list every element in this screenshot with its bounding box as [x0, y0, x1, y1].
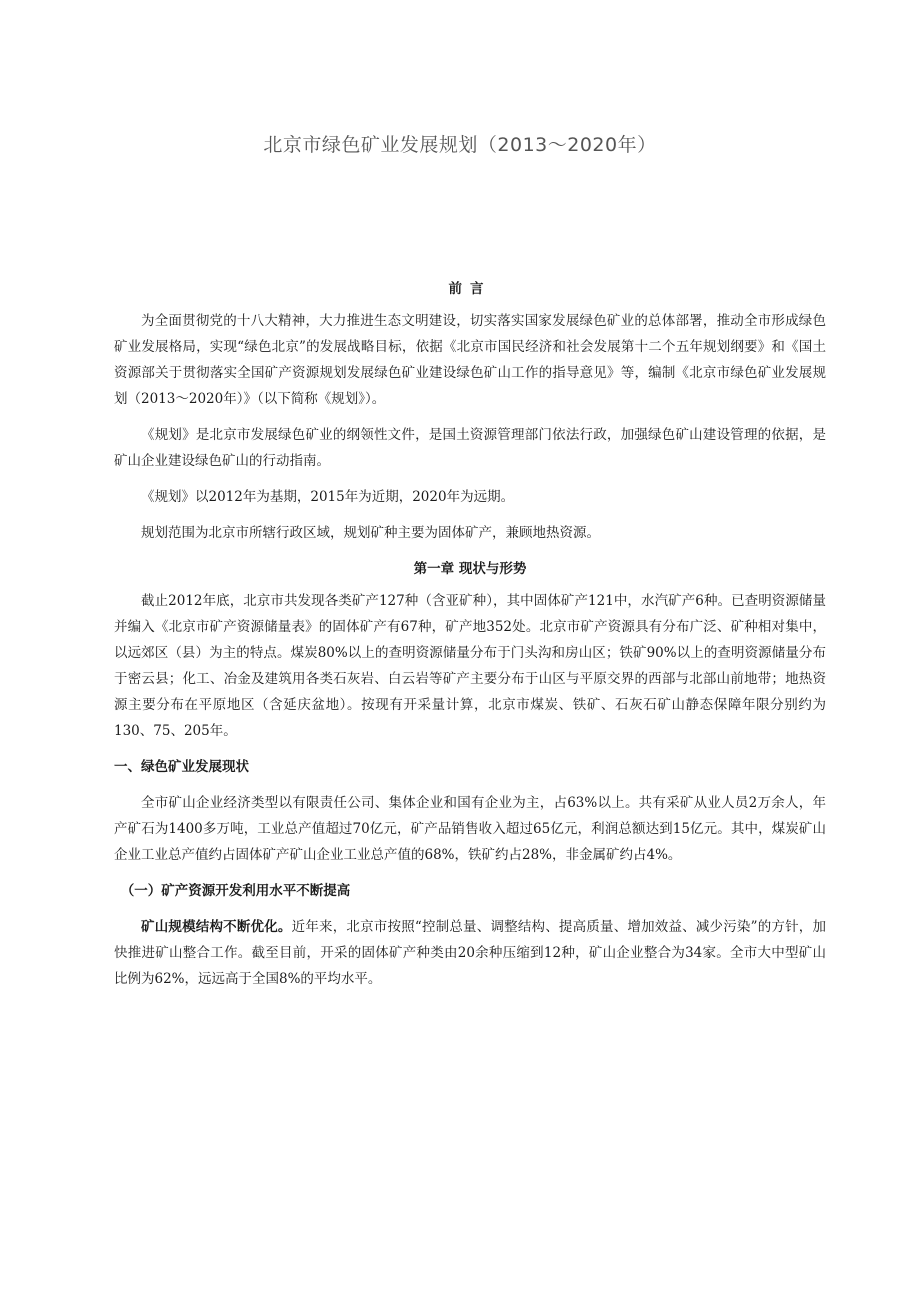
section-1-heading: 一、绿色矿业发展现状 [114, 759, 249, 775]
subsection-1-heading: （一）矿产资源开发利用水平不断提高 [120, 883, 351, 899]
preface-paragraph-4: 规划范围为北京市所辖行政区域，规划矿种主要为固体矿产，兼顾地热资源。 [141, 525, 600, 541]
document-title: 北京市绿色矿业发展规划（2013～2020年） [263, 134, 657, 156]
subsection-1-lead-sentence: 矿山规模结构不断优化。 [141, 919, 292, 935]
document-body [114, 276, 826, 1002]
preface-heading: 前言 [448, 281, 492, 297]
subsection-1-body-text: 近年来，北京市按照“控制总量、调整结构、提高质量、增加效益、减少污染”的方针，加快推进矿山整合工作。截至目前，开采的固体矿产种类由20余种压缩到12种，矿山企业整合为34家。全市大中型矿山比例为62%，远远高于全国8%的平均水平。 [114, 919, 826, 987]
subsection-1-paragraph [114, 914, 826, 992]
preface-paragraph-2: 《规划》是北京市发展绿色矿业的纲领性文件，是国土资源管理部门依法行政，加强绿色矿山建设管理的依据，是矿山企业建设绿色矿山的行动指南。 [114, 427, 826, 469]
preface-paragraph-3: 《规划》以2012年为基期，2015年为近期，2020年为远期。 [141, 489, 515, 505]
preface-paragraph-1: 为全面贯彻党的十八大精神，大力推进生态文明建设，切实落实国家发展绿色矿业的总体部署，推动全市形成绿色矿业发展格局，实现“绿色北京”的发展战略目标，依据《北京市国民经济和社会发展第十二个五年规划纲要》和《国土资源部关于贯彻落实全国矿产资源规划发展绿色矿业建设绿色矿山工作的指导意见》等，编制《北京市绿色矿业发展规划（2013～2020年）》（以下简称《规划》）。 [114, 313, 826, 407]
chapter-1-intro-paragraph: 截止2012年底，北京市共发现各类矿产127种（含亚矿种），其中固体矿产121中，水汽矿产6种。已查明资源储量并编入《北京市矿产资源储量表》的固体矿产有67种，矿产地352处。北京市矿产资源具有分布广泛、矿种相对集中，以远郊区（县）为主的特点。煤炭80%以上的查明资源储量分布于门头沟和房山区；铁矿90%以上的查明资源储量分布于密云县；化工、冶金及建筑用各类石灰岩、白云岩等矿产主要分布于山区与平原交界的西部与北部山前地带；地热资源主要分布在平原地区（含延庆盆地）。按现有开采量计算，北京市煤炭、铁矿、石灰石矿山静态保障年限分别约为130、75、205年。 [114, 593, 826, 739]
chapter-1-heading: 第一章 现状与形势 [413, 561, 527, 577]
section-1-paragraph: 全市矿山企业经济类型以有限责任公司、集体企业和国有企业为主，占63%以上。共有采矿从业人员2万余人，年产矿石为1400多万吨，工业总产值超过70亿元，矿产品销售收入超过65亿元，利润总额达到15亿元。其中，煤炭矿山企业工业总产值约占固体矿产矿山企业工业总产值的68%，铁矿约占28%，非金属矿约占4%。 [114, 795, 826, 863]
